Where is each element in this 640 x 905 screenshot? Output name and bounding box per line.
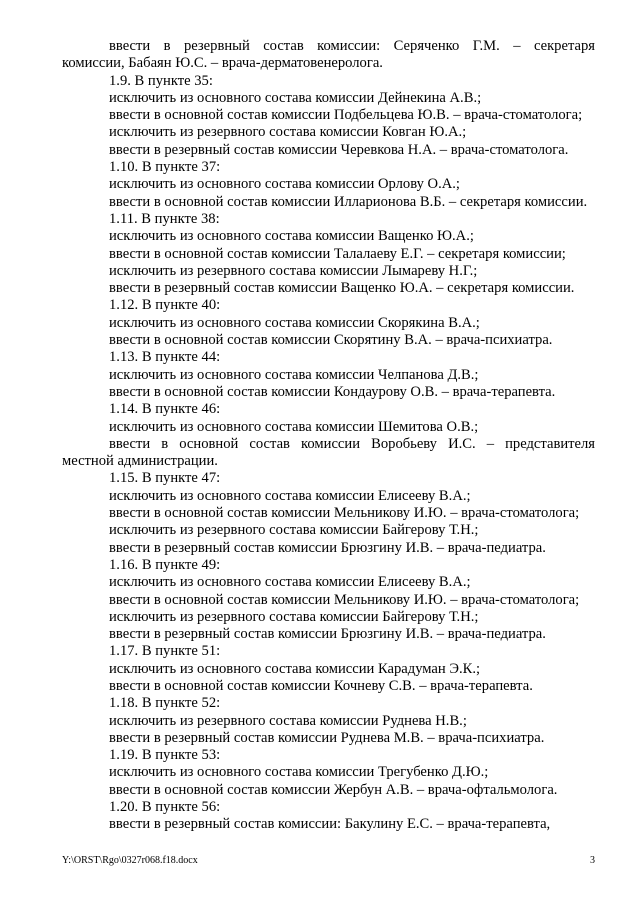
text-line: исключить из резервного состава комиссии Байгерову Т.Н.; xyxy=(109,608,479,625)
text-line: ввести в основной состав комиссии Кочневу С.В. – врача-терапевта. xyxy=(109,677,533,694)
text-line: ввести в основной состав комиссии Талалаеву Е.Г. – секретаря комиссии; xyxy=(109,245,566,262)
text-line: 1.20. В пункте 56: xyxy=(109,799,221,816)
text-line: ввести в резервный состав комиссии Руднева М.В. – врача-психиатра. xyxy=(109,729,545,746)
text-line: 1.18. В пункте 52: xyxy=(109,695,221,712)
footer-page-number: 3 xyxy=(590,855,595,866)
text-line: исключить из резервного состава комиссии Ковган Ю.А.; xyxy=(109,124,467,141)
text-line: 1.13. В пункте 44: xyxy=(109,349,221,366)
document-body xyxy=(62,38,595,834)
text-line: исключить из основного состава комиссии Дейнекина А.В.; xyxy=(109,89,482,106)
text-line: 1.10. В пункте 37: xyxy=(109,159,221,176)
text-line: ввести в основной состав комиссии Кондаурову О.В. – врача-терапевта. xyxy=(109,383,556,400)
text-line: исключить из основного состава комиссии Карадуман Э.К.; xyxy=(109,660,481,677)
text-line: ввести в резервный состав комиссии Ващенко Ю.А. – секретаря комиссии. xyxy=(109,280,575,297)
text-line: 1.17. В пункте 51: xyxy=(109,643,221,660)
text-line: комиссии, Бабаян Ю.С. – врача-дерматовенеролога. xyxy=(62,55,383,72)
text-line: ввести в резервный состав комиссии Черевкова Н.А. – врача-стоматолога. xyxy=(109,141,569,158)
text-line: 1.19. В пункте 53: xyxy=(109,747,221,764)
text-line: исключить из основного состава комиссии Орлову О.А.; xyxy=(109,176,460,193)
text-line: ввести в резервный состав комиссии: Серяченко Г.М. – секретаря xyxy=(109,38,595,54)
text-line: 1.15. В пункте 47: xyxy=(109,470,221,487)
text-line: исключить из резервного состава комиссии Байгерову Т.Н.; xyxy=(109,522,479,539)
text-line: исключить из основного состава комиссии Шемитова О.В.; xyxy=(109,418,479,435)
text-line: ввести в основной состав комиссии Илларионова В.Б. – секретаря комиссии. xyxy=(109,193,588,210)
text-line: ввести в основной состав комиссии Скорятину В.А. – врача-психиатра. xyxy=(109,332,553,349)
text-line: ввести в основной состав комиссии Подбельцева Ю.В. – врача-стоматолога; xyxy=(109,107,583,124)
text-line: ввести в резервный состав комиссии Брюзгину И.В. – врача-педиатра. xyxy=(109,626,546,643)
text-line: ввести в основной состав комиссии Мельникову И.Ю. – врача-стоматолога; xyxy=(109,591,580,608)
text-line: исключить из основного состава комиссии Елисееву В.А.; xyxy=(109,574,471,591)
text-line: исключить из основного состава комиссии Челпанова Д.В.; xyxy=(109,366,479,383)
text-line: ввести в резервный состав комиссии Брюзгину И.В. – врача-педиатра. xyxy=(109,539,546,556)
text-line: ввести в резервный состав комиссии: Бакулину Е.С. – врача-терапевта, xyxy=(109,816,551,833)
text-line: 1.9. В пункте 35: xyxy=(109,72,213,89)
text-line: исключить из резервного состава комиссии Руднева Н.В.; xyxy=(109,712,467,729)
text-line: исключить из основного состава комиссии Скорякина В.А.; xyxy=(109,314,480,331)
text-line: исключить из резервного состава комиссии Лымареву Н.Г.; xyxy=(109,262,478,279)
text-line: местной администрации. xyxy=(62,453,218,470)
footer-file-path: Y:\ORST\Rgo\0327r068.f18.docx xyxy=(62,855,198,866)
text-line: ввести в основной состав комиссии Мельникову И.Ю. – врача-стоматолога; xyxy=(109,505,580,522)
text-line: 1.11. В пункте 38: xyxy=(109,210,220,227)
text-line: ввести в основной состав комиссии Жербун А.В. – врача-офтальмолога. xyxy=(109,781,558,798)
text-line: 1.16. В пункте 49: xyxy=(109,556,221,573)
text-line: ввести в основной состав комиссии Воробьеву И.С. – представителя xyxy=(109,435,595,452)
text-line: исключить из основного состава комиссии Елисееву В.А.; xyxy=(109,487,471,504)
text-line: 1.14. В пункте 46: xyxy=(109,401,221,418)
text-line: исключить из основного состава комиссии Трегубенко Д.Ю.; xyxy=(109,764,489,781)
text-line: исключить из основного состава комиссии Ващенко Ю.А.; xyxy=(109,228,474,245)
page-footer xyxy=(62,855,595,866)
text-line: 1.12. В пункте 40: xyxy=(109,297,221,314)
